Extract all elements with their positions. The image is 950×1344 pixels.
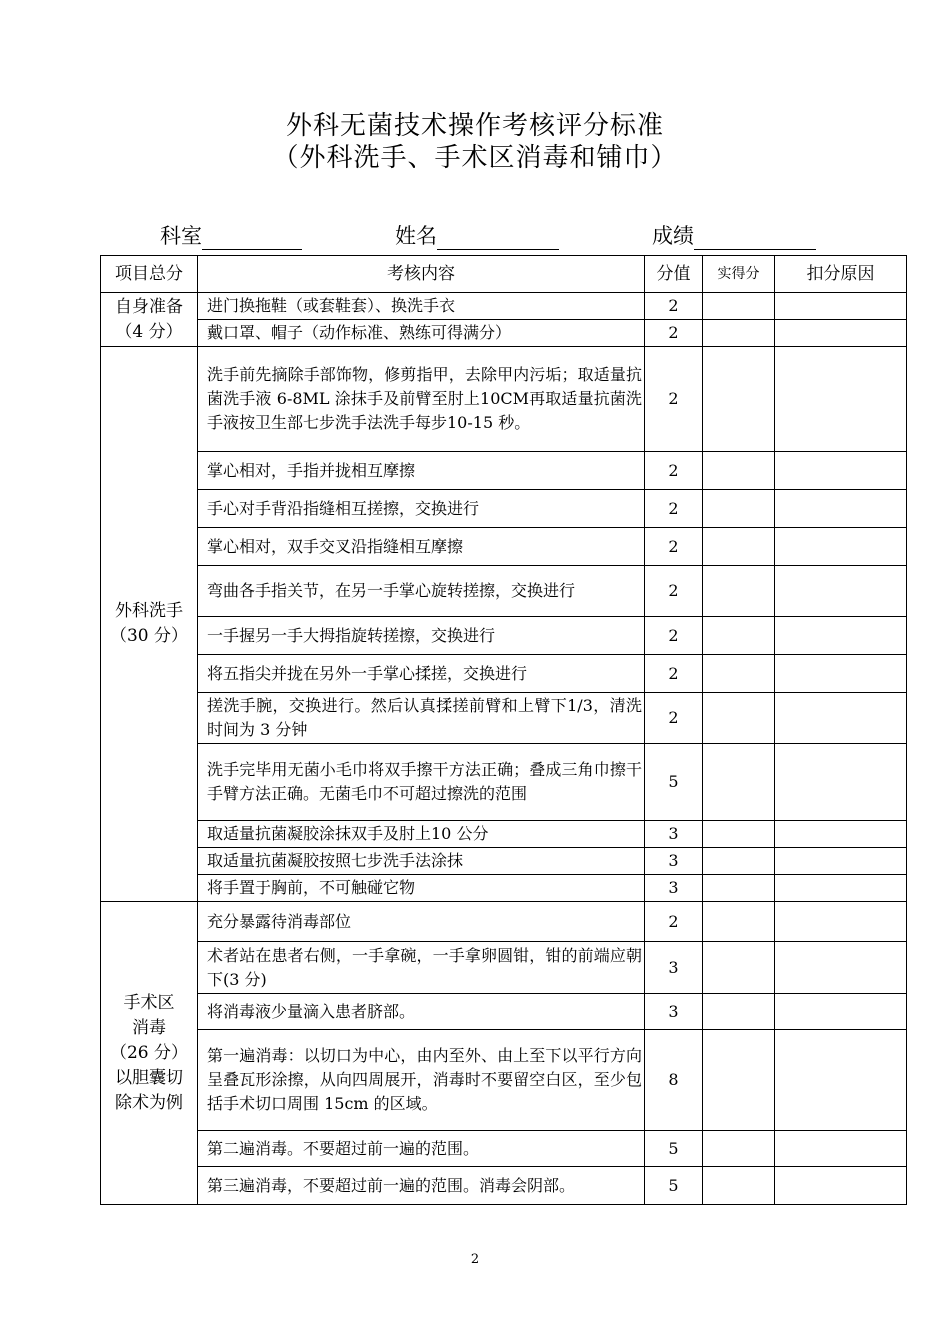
header-deduction-reason: 扣分原因 [775, 256, 907, 293]
item-score: 3 [645, 821, 703, 848]
item-content: 取适量抗菌凝胶涂抹双手及肘上10 公分 [198, 821, 645, 848]
item-content: 掌心相对，手指并拢相互摩擦 [198, 452, 645, 490]
dept-blank[interactable] [202, 227, 302, 250]
category-line: 手术区 [123, 992, 175, 1013]
item-score: 3 [645, 848, 703, 875]
actual-score-cell[interactable] [703, 655, 775, 693]
item-score: 3 [645, 942, 703, 994]
actual-score-cell[interactable] [703, 320, 775, 347]
table-row [101, 994, 907, 1030]
actual-score-cell[interactable] [703, 528, 775, 566]
actual-score-cell[interactable] [703, 744, 775, 821]
table-row [101, 528, 907, 566]
item-content: 取适量抗菌凝胶按照七步洗手法涂抹 [198, 848, 645, 875]
item-content: 戴口罩、帽子（动作标准、熟练可得满分） [198, 320, 645, 347]
actual-score-cell[interactable] [703, 566, 775, 617]
item-score: 2 [645, 347, 703, 452]
actual-score-cell[interactable] [703, 1131, 775, 1167]
item-content: 将五指尖并拢在另外一手掌心揉搓，交换进行 [198, 655, 645, 693]
table-row [101, 320, 907, 347]
deduction-reason-cell[interactable] [775, 617, 907, 655]
deduction-reason-cell[interactable] [775, 942, 907, 994]
page-number: 2 [470, 1252, 480, 1267]
document-title: 外科无菌技术操作考核评分标准 [285, 111, 664, 141]
actual-score-cell[interactable] [703, 693, 775, 744]
deduction-reason-cell[interactable] [775, 821, 907, 848]
item-score: 2 [645, 617, 703, 655]
deduction-reason-cell[interactable] [775, 693, 907, 744]
table-row [101, 821, 907, 848]
table-row [101, 1030, 907, 1131]
deduction-reason-cell[interactable] [775, 902, 907, 942]
actual-score-cell[interactable] [703, 902, 775, 942]
item-score: 5 [645, 744, 703, 821]
item-content: 弯曲各手指关节，在另一手掌心旋转搓擦，交换进行 [198, 566, 645, 617]
table-row [101, 693, 907, 744]
item-score: 3 [645, 875, 703, 902]
item-content: 充分暴露待消毒部位 [198, 902, 645, 942]
actual-score-cell[interactable] [703, 848, 775, 875]
table-row [101, 875, 907, 902]
category-line: 外科洗手 [115, 601, 183, 621]
item-score: 2 [645, 693, 703, 744]
deduction-reason-cell[interactable] [775, 490, 907, 528]
deduction-reason-cell[interactable] [775, 1030, 907, 1131]
category-surgical-handwash [101, 347, 198, 902]
item-content: 第一遍消毒：以切口为中心，由内至外、由上至下以平行方向呈叠瓦形涂擦，从向四周展开，消毒时不要留空白区，至少包括手术切口周围 15cm 的区域。 [198, 1030, 645, 1131]
category-line: 消毒 [132, 1017, 166, 1038]
category-line: （30 分） [109, 626, 189, 646]
item-score: 2 [645, 452, 703, 490]
table-row [101, 293, 907, 320]
dept-label: 科室 [160, 224, 202, 248]
actual-score-cell[interactable] [703, 875, 775, 902]
category-line: （26 分） [109, 1042, 189, 1063]
actual-score-cell[interactable] [703, 942, 775, 994]
table-row [101, 848, 907, 875]
item-score: 2 [645, 320, 703, 347]
item-score: 3 [645, 994, 703, 1030]
item-score: 2 [645, 655, 703, 693]
deduction-reason-cell[interactable] [775, 655, 907, 693]
actual-score-cell[interactable] [703, 994, 775, 1030]
actual-score-cell[interactable] [703, 1030, 775, 1131]
name-blank[interactable] [437, 227, 559, 250]
item-score: 5 [645, 1167, 703, 1205]
item-content: 一手握另一手大拇指旋转搓擦，交换进行 [198, 617, 645, 655]
item-score: 2 [645, 490, 703, 528]
deduction-reason-cell[interactable] [775, 566, 907, 617]
table-row [101, 1167, 907, 1205]
item-score: 5 [645, 1131, 703, 1167]
deduction-reason-cell[interactable] [775, 875, 907, 902]
header-actual-score: 实得分 [703, 256, 775, 293]
item-score: 2 [645, 293, 703, 320]
deduction-reason-cell[interactable] [775, 1167, 907, 1205]
table-row [101, 566, 907, 617]
item-content: 第二遍消毒。不要超过前一遍的范围。 [198, 1131, 645, 1167]
grade-label: 成绩 [652, 224, 694, 248]
item-score: 2 [645, 566, 703, 617]
deduction-reason-cell[interactable] [775, 320, 907, 347]
actual-score-cell[interactable] [703, 293, 775, 320]
actual-score-cell[interactable] [703, 821, 775, 848]
item-content: 将手置于胸前，不可触碰它物 [198, 875, 645, 902]
header-category: 项目总分 [101, 256, 198, 293]
deduction-reason-cell[interactable] [775, 347, 907, 452]
item-content: 掌心相对，双手交叉沿指缝相互摩擦 [198, 528, 645, 566]
item-content: 将消毒液少量滴入患者脐部。 [198, 994, 645, 1030]
header-content: 考核内容 [198, 256, 645, 293]
category-line: 以胆囊切 [115, 1067, 183, 1088]
grade-field [652, 222, 816, 250]
item-score: 2 [645, 902, 703, 942]
document-subtitle: （外科洗手、手术区消毒和铺巾） [272, 143, 678, 173]
item-content: 术者站在患者右侧，一手拿碗，一手拿卵圆钳，钳的前端应朝下(3 分) [198, 942, 645, 994]
item-content: 搓洗手腕，交换进行。然后认真揉搓前臂和上臂下1/3，清洗时间为 3 分钟 [198, 693, 645, 744]
deduction-reason-cell[interactable] [775, 293, 907, 320]
scoring-table [100, 255, 907, 1205]
table-row [101, 347, 907, 452]
table-row [101, 744, 907, 821]
table-row [101, 902, 907, 942]
table-row [101, 1131, 907, 1167]
deduction-reason-cell[interactable] [775, 744, 907, 821]
table-row [101, 617, 907, 655]
actual-score-cell[interactable] [703, 490, 775, 528]
table-row [101, 942, 907, 994]
header-score: 分值 [645, 256, 703, 293]
item-content: 第三遍消毒，不要超过前一遍的范围。消毒会阴部。 [198, 1167, 645, 1205]
deduction-reason-cell[interactable] [775, 528, 907, 566]
table-row [101, 655, 907, 693]
deduction-reason-cell[interactable] [775, 1131, 907, 1167]
table-row [101, 490, 907, 528]
category-line: 除术为例 [115, 1092, 183, 1113]
category-self-preparation [101, 293, 198, 347]
grade-blank[interactable] [694, 227, 816, 250]
table-row [101, 452, 907, 490]
item-content: 手心对手背沿指缝相互搓擦，交换进行 [198, 490, 645, 528]
deduction-reason-cell[interactable] [775, 848, 907, 875]
header-row [101, 256, 907, 293]
item-score: 8 [645, 1030, 703, 1131]
deduction-reason-cell[interactable] [775, 452, 907, 490]
category-surgical-site-disinfection [101, 902, 198, 1205]
item-score: 2 [645, 528, 703, 566]
actual-score-cell[interactable] [703, 452, 775, 490]
actual-score-cell[interactable] [703, 347, 775, 452]
actual-score-cell[interactable] [703, 1167, 775, 1205]
item-content: 进门换拖鞋（或套鞋套）、换洗手衣 [198, 293, 645, 320]
deduction-reason-cell[interactable] [775, 994, 907, 1030]
name-field [395, 222, 559, 250]
item-content: 洗手完毕用无菌小毛巾将双手擦干方法正确；叠成三角巾擦干手臂方法正确。无菌毛巾不可超过擦洗的范围 [198, 744, 645, 821]
item-content: 洗手前先摘除手部饰物，修剪指甲，去除甲内污垢；取适量抗菌洗手液 6-8ML 涂抹手及前臂至肘上10CM再取适量抗菌洗手液按卫生部七步洗手法洗手每步10-15 秒。 [198, 347, 645, 452]
dept-field [160, 222, 302, 250]
actual-score-cell[interactable] [703, 617, 775, 655]
name-label: 姓名 [395, 224, 437, 248]
category-line: 自身准备 [115, 296, 183, 317]
category-line: （4 分） [115, 321, 183, 342]
